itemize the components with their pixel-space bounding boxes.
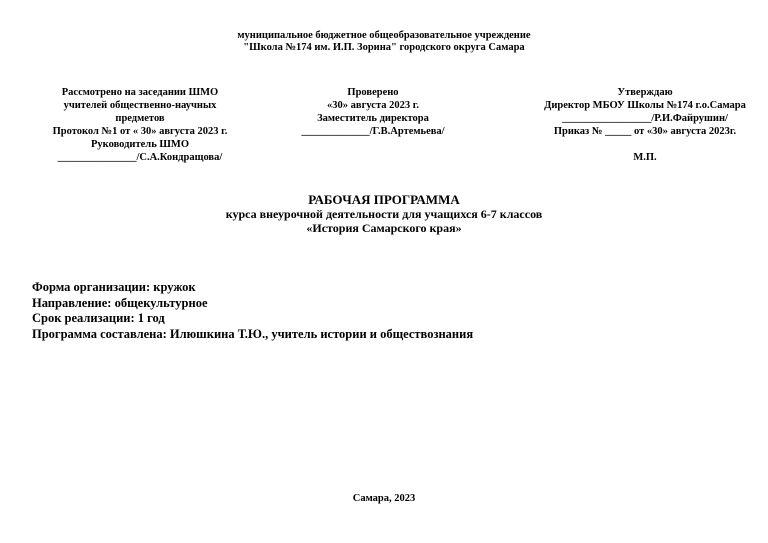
considered-line-1: Рассмотрено на заседании ШМО [61,87,219,98]
place-date: Самара, 2023 [352,493,416,504]
school-name: "Школа №174 им. И.П. Зорина" городского округа Самара [243,42,525,53]
checked-position: Заместитель директора [317,113,429,124]
organization-form: Форма организации: кружок [32,280,196,294]
program-title-main: РАБОЧАЯ ПРОГРАММА [308,192,460,207]
approved-label: Утверждаю [617,87,673,98]
considered-block [20,86,260,164]
program-info [32,280,732,342]
checked-block [278,86,468,138]
approved-order: Приказ № _____ от «30» августа 2023г. [553,126,737,137]
course-name: «История Самарского края» [306,221,462,235]
stamp-place: М.П. [633,152,657,163]
considered-head-title: Руководитель ШМО [91,139,189,150]
considered-signature: _______________/С.А.Кондращова/ [57,152,223,163]
checked-signature: _____________/Г.В.Артемьева/ [301,126,445,137]
considered-protocol: Протокол №1 от « 30» августа 2023 г. [52,126,228,137]
checked-label: Проверено [347,87,399,98]
school-header [0,30,768,54]
program-subtitle: курса внеурочной деятельности для учащихся 6-7 классов [225,207,543,221]
approved-spacer [520,138,768,151]
considered-line-3: предметов [115,113,165,124]
implementation-term: Срок реализации: 1 год [32,311,165,325]
program-direction: Направление: общекультурное [32,295,208,310]
school-type: муниципальное бюджетное общеобразовательное учреждение [237,30,531,41]
program-title [0,192,768,235]
approved-position: Директор МБОУ Школы №174 г.о.Самара [544,100,746,111]
approved-signature: _________________/Р.И.Файрушин/ [562,113,728,124]
checked-date: «30» августа 2023 г. [327,100,419,111]
program-author: Программа составлена: Илюшкина Т.Ю., учитель истории и обществознания [32,326,474,341]
approved-block [520,86,768,164]
considered-line-2: учителей общественно-научных [63,100,217,111]
place-and-year [0,493,768,505]
